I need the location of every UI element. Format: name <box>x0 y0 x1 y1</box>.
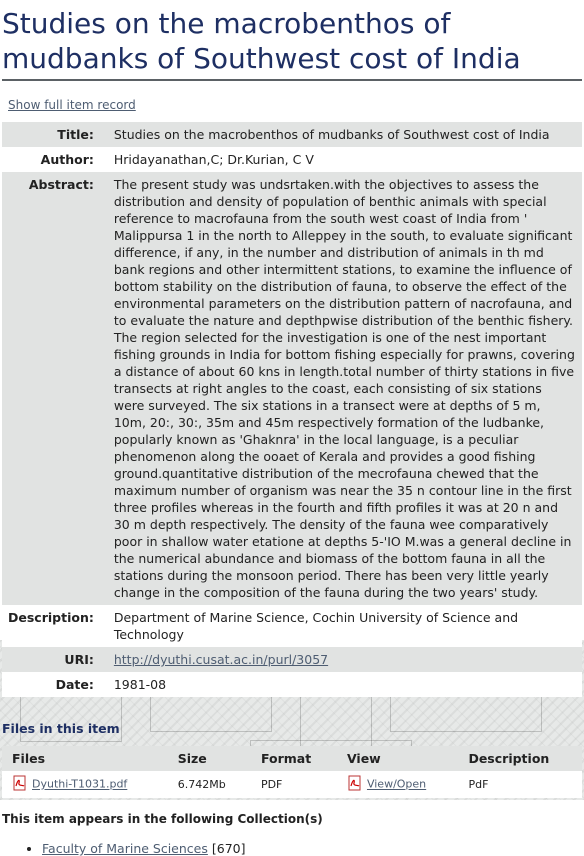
pdf-icon <box>12 775 28 794</box>
title-divider <box>2 79 582 81</box>
col-header-view: View <box>337 746 458 771</box>
file-description: PdF <box>458 771 582 798</box>
meta-label: Title: <box>2 122 108 147</box>
show-full-record-link[interactable]: Show full item record <box>8 98 136 112</box>
meta-row-title <box>2 122 582 147</box>
meta-value: The present study was undsrtaken.with the objectives to assess the distribution and density of population of benthic animals with special reference to macrofauna from the south west coast of India from ' Malippursa 1 in the north to Alleppey in the south, to evaluate significant difference, if any, in the number and distribution of animals in th md bank regions and other intermittent stations, to examine the influence of bottom stability on the distribution of fauna, to observe the effect of the environmental parameters on the distribution pattern of nacrofauna, and to evaluate the nature and depthpwise distribution of the benthic fishery. The region selected for the investigation is one of the nest important fishing grounds in India for bottom fishing especially for prawns, covering a distance of about 60 kns in length.total number of thirty stations in five transects at right angles to the coast, each consisting of six stations were surveyed. The six stations in a transect were at depths of 5 m, 10m, 20:, 30:, 35m and 45m respectively formation of the ludbanke, popularly known as 'Ghaknra' in the local language, is a peculiar phenomenon along the ooaet of Kerala and provides a good fishing ground.quantitative distribution of the mecrofauna chewed that the maximum number of organism was near the 35 n contour line in the first three profiles whereas in the fourth and fifth profiles it was at 20 n and 30 m depth respectively. The density of the fauna wee comparatively poor in shallow water etatione at depths 5-'IO M.was a general decline in the numerical abundance and biomass of the bottom fauna in all the stations during the monsoon period. There has been very little yearly change in the composition of the fauna during the two years' study. <box>108 172 582 605</box>
pdf-icon <box>347 775 363 794</box>
meta-row-author <box>2 147 582 172</box>
col-header-size: Size <box>168 746 251 771</box>
col-header-format: Format <box>251 746 337 771</box>
meta-value: Hridayanathan,C; Dr.Kurian, C V <box>108 147 582 172</box>
meta-value <box>108 647 582 672</box>
meta-value: Studies on the macrobenthos of mudbanks of Southwest cost of India <box>108 122 582 147</box>
file-cell <box>2 771 168 798</box>
meta-label: Description: <box>2 605 108 647</box>
collections-list <box>0 841 584 856</box>
col-header-description: Description <box>458 746 582 771</box>
meta-value: Department of Marine Science, Cochin University of Science and Technology <box>108 605 582 647</box>
file-row <box>2 771 582 798</box>
meta-label: URI: <box>2 647 108 672</box>
page-title: Studies on the macrobenthos of mudbanks of Southwest cost of India <box>2 7 521 75</box>
meta-row-description <box>2 605 582 647</box>
uri-link[interactable]: http://dyuthi.cusat.ac.in/purl/3057 <box>113 652 329 667</box>
list-item <box>42 841 584 856</box>
view-cell <box>337 771 458 798</box>
meta-value: 1981-08 <box>108 672 582 697</box>
meta-label: Date: <box>2 672 108 697</box>
files-header-row <box>2 746 582 771</box>
view-open-link[interactable]: View/Open <box>366 777 427 791</box>
meta-row-uri <box>2 647 582 672</box>
col-header-files: Files <box>2 746 168 771</box>
metadata-table <box>2 122 582 697</box>
file-size: 6.742Mb <box>168 771 251 798</box>
collections-heading: This item appears in the following Collection(s) <box>2 812 323 826</box>
meta-row-abstract <box>2 172 582 605</box>
file-link[interactable]: Dyuthi-T1031.pdf <box>32 777 128 791</box>
files-heading: Files in this item <box>2 721 120 736</box>
meta-label: Abstract: <box>2 172 108 605</box>
files-table <box>2 746 582 798</box>
collection-count: [670] <box>207 841 246 856</box>
meta-label: Author: <box>2 147 108 172</box>
meta-row-date <box>2 672 582 697</box>
file-format: PDF <box>251 771 337 798</box>
collection-link[interactable]: Faculty of Marine Sciences <box>42 841 208 856</box>
